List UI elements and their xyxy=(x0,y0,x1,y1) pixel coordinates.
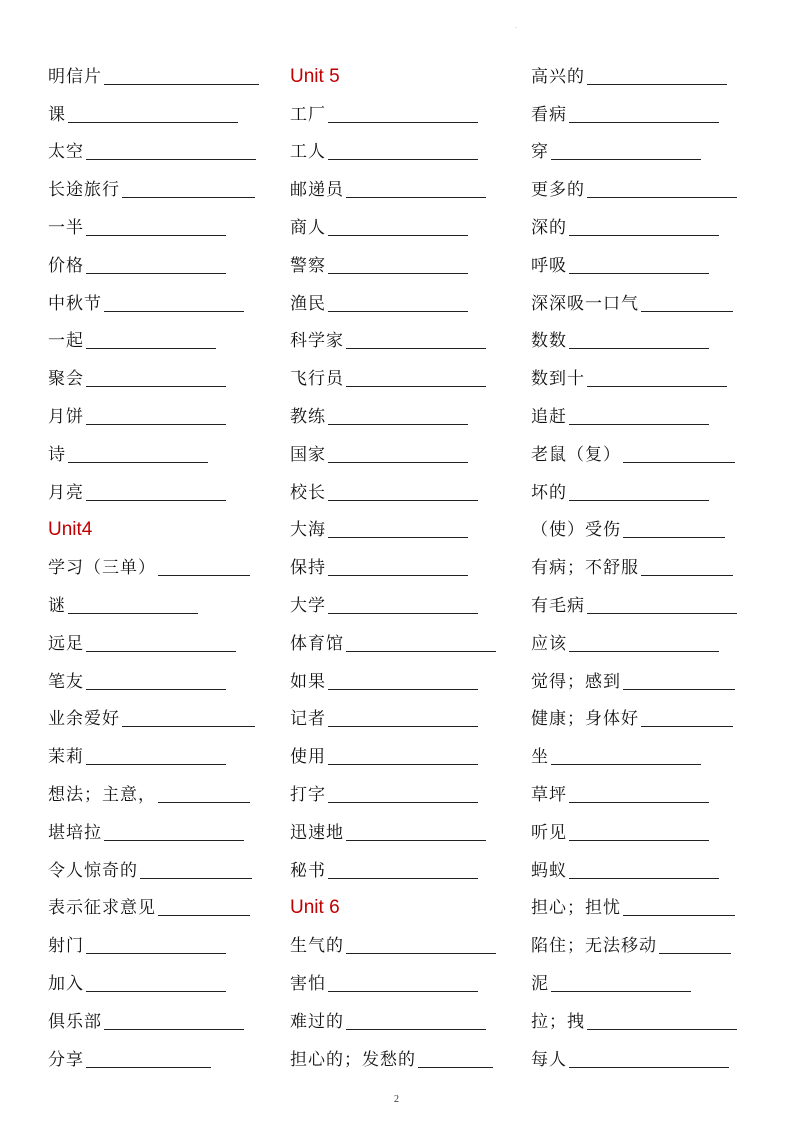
vocab-term: 坐 xyxy=(531,747,549,768)
vocab-row xyxy=(290,766,510,804)
answer-blank[interactable] xyxy=(104,839,244,841)
answer-blank[interactable] xyxy=(328,272,468,274)
vocab-row xyxy=(48,917,268,955)
vocab-term: 课 xyxy=(48,104,66,125)
answer-blank[interactable] xyxy=(328,158,478,160)
vocab-row xyxy=(290,86,510,124)
vocab-row xyxy=(290,691,510,729)
vocab-term: 射门 xyxy=(48,936,84,957)
vocab-row xyxy=(48,880,268,918)
answer-blank[interactable] xyxy=(569,121,719,123)
vocab-term: 渔民 xyxy=(290,293,326,314)
answer-blank[interactable] xyxy=(104,310,244,312)
answer-blank[interactable] xyxy=(659,952,731,954)
vocab-term: 分享 xyxy=(48,1049,84,1070)
answer-blank[interactable] xyxy=(328,423,468,425)
vocab-term: 担心的；发愁的 xyxy=(290,1049,416,1070)
answer-blank[interactable] xyxy=(346,839,486,841)
answer-blank[interactable] xyxy=(346,385,486,387)
vocab-term: 工人 xyxy=(290,142,326,163)
vocab-row xyxy=(48,955,268,993)
answer-blank[interactable] xyxy=(68,121,238,123)
vocab-row xyxy=(48,388,268,426)
answer-blank[interactable] xyxy=(569,347,709,349)
unit-heading xyxy=(290,48,510,86)
vocab-row xyxy=(290,539,510,577)
vocab-term: 泥 xyxy=(531,973,549,994)
vocab-term: 笔友 xyxy=(48,671,84,692)
vocab-row xyxy=(48,161,268,199)
vocab-term: 飞行员 xyxy=(290,369,344,390)
vocab-term: 令人惊奇的 xyxy=(48,860,138,881)
vocab-row xyxy=(48,615,268,653)
vocab-row xyxy=(290,842,510,880)
vocab-row xyxy=(48,313,268,351)
vocab-term: 坏的 xyxy=(531,482,567,503)
vocab-row xyxy=(531,880,756,918)
vocab-row xyxy=(290,1031,510,1069)
vocab-row xyxy=(531,577,756,615)
vocab-term: 打字 xyxy=(290,784,326,805)
top-mark: · xyxy=(515,25,517,32)
vocab-term: 一半 xyxy=(48,217,84,238)
vocab-term: 蚂蚁 xyxy=(531,860,567,881)
vocab-term: 难过的 xyxy=(290,1011,344,1032)
answer-blank[interactable] xyxy=(328,461,468,463)
vocab-row xyxy=(531,199,756,237)
vocab-row xyxy=(290,237,510,275)
answer-blank[interactable] xyxy=(587,1028,737,1030)
vocab-row xyxy=(531,993,756,1031)
vocab-term: 工厂 xyxy=(290,104,326,125)
vocab-row xyxy=(290,955,510,993)
vocab-row xyxy=(531,426,756,464)
answer-blank[interactable] xyxy=(587,196,737,198)
answer-blank[interactable] xyxy=(551,763,701,765)
vocab-row xyxy=(290,388,510,426)
vocab-term: 生气的 xyxy=(290,936,344,957)
answer-blank[interactable] xyxy=(104,83,259,85)
answer-blank[interactable] xyxy=(569,234,719,236)
answer-blank[interactable] xyxy=(569,272,709,274)
vocab-row xyxy=(531,539,756,577)
answer-blank[interactable] xyxy=(328,877,478,879)
answer-blank[interactable] xyxy=(623,461,735,463)
answer-blank[interactable] xyxy=(86,763,226,765)
answer-blank[interactable] xyxy=(328,801,478,803)
answer-blank[interactable] xyxy=(86,650,236,652)
answer-blank[interactable] xyxy=(86,347,216,349)
vocab-row xyxy=(290,804,510,842)
vocab-row xyxy=(531,350,756,388)
answer-blank[interactable] xyxy=(587,83,727,85)
vocab-term: 远足 xyxy=(48,633,84,654)
vocab-row xyxy=(531,275,756,313)
vocab-term: 有毛病 xyxy=(531,595,585,616)
answer-blank[interactable] xyxy=(641,310,733,312)
answer-blank[interactable] xyxy=(86,499,226,501)
vocab-row xyxy=(48,86,268,124)
vocab-term: 应该 xyxy=(531,633,567,654)
vocab-term: 商人 xyxy=(290,217,326,238)
vocab-row xyxy=(531,804,756,842)
answer-blank[interactable] xyxy=(158,574,250,576)
vocab-row xyxy=(531,917,756,955)
vocab-row xyxy=(531,691,756,729)
unit-heading-label: Unit4 xyxy=(48,519,93,541)
answer-blank[interactable] xyxy=(328,688,478,690)
vocab-row xyxy=(531,464,756,502)
vocab-term: 使用 xyxy=(290,747,326,768)
vocab-row xyxy=(48,993,268,1031)
vocab-term: 教练 xyxy=(290,406,326,427)
vocab-term: 俱乐部 xyxy=(48,1011,102,1032)
vocab-row xyxy=(531,842,756,880)
vocab-row xyxy=(290,502,510,540)
vocab-row xyxy=(290,464,510,502)
answer-blank[interactable] xyxy=(86,423,226,425)
answer-blank[interactable] xyxy=(86,385,226,387)
answer-blank[interactable] xyxy=(328,990,478,992)
vocab-term: 呼吸 xyxy=(531,255,567,276)
vocab-term: 月亮 xyxy=(48,482,84,503)
vocab-term: 老鼠（复） xyxy=(531,444,621,465)
answer-blank[interactable] xyxy=(86,272,226,274)
vocab-term: 警察 xyxy=(290,255,326,276)
vocab-term: 邮递员 xyxy=(290,180,344,201)
answer-blank[interactable] xyxy=(328,574,468,576)
answer-blank[interactable] xyxy=(551,158,701,160)
vocab-term: 看病 xyxy=(531,104,567,125)
vocab-row xyxy=(290,653,510,691)
answer-blank[interactable] xyxy=(140,877,252,879)
vocab-term: 深的 xyxy=(531,217,567,238)
vocab-term: 想法；主意， xyxy=(48,784,156,805)
vocab-term: 深深吸一口气 xyxy=(531,293,639,314)
vocab-term: 谜 xyxy=(48,595,66,616)
unit-heading-label: Unit 5 xyxy=(290,65,340,87)
vocab-row xyxy=(290,728,510,766)
vocab-row xyxy=(48,426,268,464)
vocab-row xyxy=(290,350,510,388)
answer-blank[interactable] xyxy=(86,990,226,992)
vocab-term: 更多的 xyxy=(531,180,585,201)
vocab-row xyxy=(531,728,756,766)
answer-blank[interactable] xyxy=(122,196,255,198)
answer-blank[interactable] xyxy=(551,990,691,992)
answer-blank[interactable] xyxy=(346,650,496,652)
vocab-row xyxy=(290,993,510,1031)
answer-blank[interactable] xyxy=(587,385,727,387)
vocab-term: 诗 xyxy=(48,444,66,465)
vocab-term: 数数 xyxy=(531,331,567,352)
vocab-term: 保持 xyxy=(290,558,326,579)
vocab-row xyxy=(48,539,268,577)
vocab-row xyxy=(531,955,756,993)
answer-blank[interactable] xyxy=(328,763,478,765)
vocab-term: 明信片 xyxy=(48,66,102,87)
vocab-term: 健康；身体好 xyxy=(531,709,639,730)
answer-blank[interactable] xyxy=(569,801,709,803)
answer-blank[interactable] xyxy=(623,914,735,916)
vocab-term: 每人 xyxy=(531,1049,567,1070)
answer-blank[interactable] xyxy=(328,536,468,538)
answer-blank[interactable] xyxy=(86,952,226,954)
vocab-term: 中秋节 xyxy=(48,293,102,314)
unit-heading xyxy=(48,502,268,540)
vocab-term: 有病；不舒服 xyxy=(531,558,639,579)
vocab-term: 大学 xyxy=(290,595,326,616)
vocab-row xyxy=(531,313,756,351)
vocab-term: 高兴的 xyxy=(531,66,585,87)
vocab-term: 业余爱好 xyxy=(48,709,120,730)
answer-blank[interactable] xyxy=(86,688,226,690)
vocab-row xyxy=(531,1031,756,1069)
vocab-row xyxy=(290,577,510,615)
vocab-row xyxy=(48,804,268,842)
vocab-row xyxy=(48,464,268,502)
answer-blank[interactable] xyxy=(68,612,198,614)
vocab-row xyxy=(290,313,510,351)
vocab-term: 陷住；无法移动 xyxy=(531,936,657,957)
answer-blank[interactable] xyxy=(569,423,709,425)
vocab-row xyxy=(531,502,756,540)
answer-blank[interactable] xyxy=(569,1066,729,1068)
answer-blank[interactable] xyxy=(328,121,478,123)
answer-blank[interactable] xyxy=(623,536,725,538)
vocab-row xyxy=(290,426,510,464)
vocab-term: 担心；担忧 xyxy=(531,898,621,919)
column-3 xyxy=(531,48,756,1069)
answer-blank[interactable] xyxy=(86,1066,211,1068)
vocab-row xyxy=(48,350,268,388)
page-number: 2 xyxy=(394,1094,399,1105)
vocab-row xyxy=(48,199,268,237)
vocab-row xyxy=(48,766,268,804)
unit-heading-label: Unit 6 xyxy=(290,897,340,919)
answer-blank[interactable] xyxy=(418,1066,493,1068)
answer-blank[interactable] xyxy=(328,499,478,501)
vocab-row xyxy=(531,766,756,804)
vocab-term: 迅速地 xyxy=(290,822,344,843)
answer-blank[interactable] xyxy=(328,234,468,236)
answer-blank[interactable] xyxy=(86,234,226,236)
vocab-term: （使）受伤 xyxy=(531,520,621,541)
vocab-term: 学习（三单） xyxy=(48,558,156,579)
vocab-row xyxy=(290,124,510,162)
vocab-term: 秘书 xyxy=(290,860,326,881)
vocab-term: 加入 xyxy=(48,973,84,994)
vocab-term: 价格 xyxy=(48,255,84,276)
vocab-term: 大海 xyxy=(290,520,326,541)
answer-blank[interactable] xyxy=(641,725,733,727)
answer-blank[interactable] xyxy=(587,612,737,614)
answer-blank[interactable] xyxy=(569,499,709,501)
vocab-row xyxy=(48,653,268,691)
vocab-term: 穿 xyxy=(531,142,549,163)
vocab-row xyxy=(531,653,756,691)
vocab-term: 太空 xyxy=(48,142,84,163)
answer-blank[interactable] xyxy=(641,574,733,576)
vocab-term: 茉莉 xyxy=(48,747,84,768)
vocab-term: 表示征求意见 xyxy=(48,898,156,919)
answer-blank[interactable] xyxy=(86,158,256,160)
vocab-term: 草坪 xyxy=(531,784,567,805)
vocab-row xyxy=(531,237,756,275)
answer-blank[interactable] xyxy=(346,347,486,349)
vocab-row xyxy=(290,275,510,313)
answer-blank[interactable] xyxy=(158,914,250,916)
vocab-term: 一起 xyxy=(48,331,84,352)
vocab-row xyxy=(531,86,756,124)
answer-blank[interactable] xyxy=(346,952,496,954)
vocab-term: 校长 xyxy=(290,482,326,503)
vocab-term: 拉；拽 xyxy=(531,1011,585,1032)
vocab-row xyxy=(531,388,756,426)
vocab-term: 月饼 xyxy=(48,406,84,427)
vocab-term: 数到十 xyxy=(531,369,585,390)
vocab-row xyxy=(48,842,268,880)
vocab-row xyxy=(48,124,268,162)
answer-blank[interactable] xyxy=(104,1028,244,1030)
vocab-row xyxy=(290,615,510,653)
vocab-term: 国家 xyxy=(290,444,326,465)
vocab-row xyxy=(531,48,756,86)
answer-blank[interactable] xyxy=(328,612,478,614)
vocab-row xyxy=(48,728,268,766)
answer-blank[interactable] xyxy=(68,461,208,463)
vocab-term: 追赶 xyxy=(531,406,567,427)
answer-blank[interactable] xyxy=(328,310,468,312)
answer-blank[interactable] xyxy=(569,839,709,841)
answer-blank[interactable] xyxy=(623,688,735,690)
vocab-term: 觉得；感到 xyxy=(531,671,621,692)
column-1 xyxy=(48,48,268,1069)
answer-blank[interactable] xyxy=(122,725,255,727)
vocab-row xyxy=(48,577,268,615)
vocab-term: 记者 xyxy=(290,709,326,730)
answer-blank[interactable] xyxy=(346,196,486,198)
vocab-term: 体育馆 xyxy=(290,633,344,654)
vocab-row xyxy=(531,161,756,199)
answer-blank[interactable] xyxy=(346,1028,486,1030)
vocab-row xyxy=(48,48,268,86)
vocab-row xyxy=(531,124,756,162)
vocab-row xyxy=(48,1031,268,1069)
vocab-row xyxy=(48,237,268,275)
vocab-term: 长途旅行 xyxy=(48,180,120,201)
answer-blank[interactable] xyxy=(328,725,478,727)
column-2 xyxy=(290,48,510,1069)
vocab-term: 害怕 xyxy=(290,973,326,994)
vocab-term: 听见 xyxy=(531,822,567,843)
answer-blank[interactable] xyxy=(569,877,719,879)
answer-blank[interactable] xyxy=(158,801,250,803)
vocab-term: 聚会 xyxy=(48,369,84,390)
vocab-term: 科学家 xyxy=(290,331,344,352)
vocab-row xyxy=(290,199,510,237)
vocab-term: 如果 xyxy=(290,671,326,692)
vocab-row xyxy=(48,691,268,729)
unit-heading xyxy=(290,880,510,918)
vocab-row xyxy=(531,615,756,653)
vocab-row xyxy=(290,161,510,199)
vocab-row xyxy=(48,275,268,313)
vocab-row xyxy=(290,917,510,955)
answer-blank[interactable] xyxy=(569,650,719,652)
vocab-term: 堪培拉 xyxy=(48,822,102,843)
